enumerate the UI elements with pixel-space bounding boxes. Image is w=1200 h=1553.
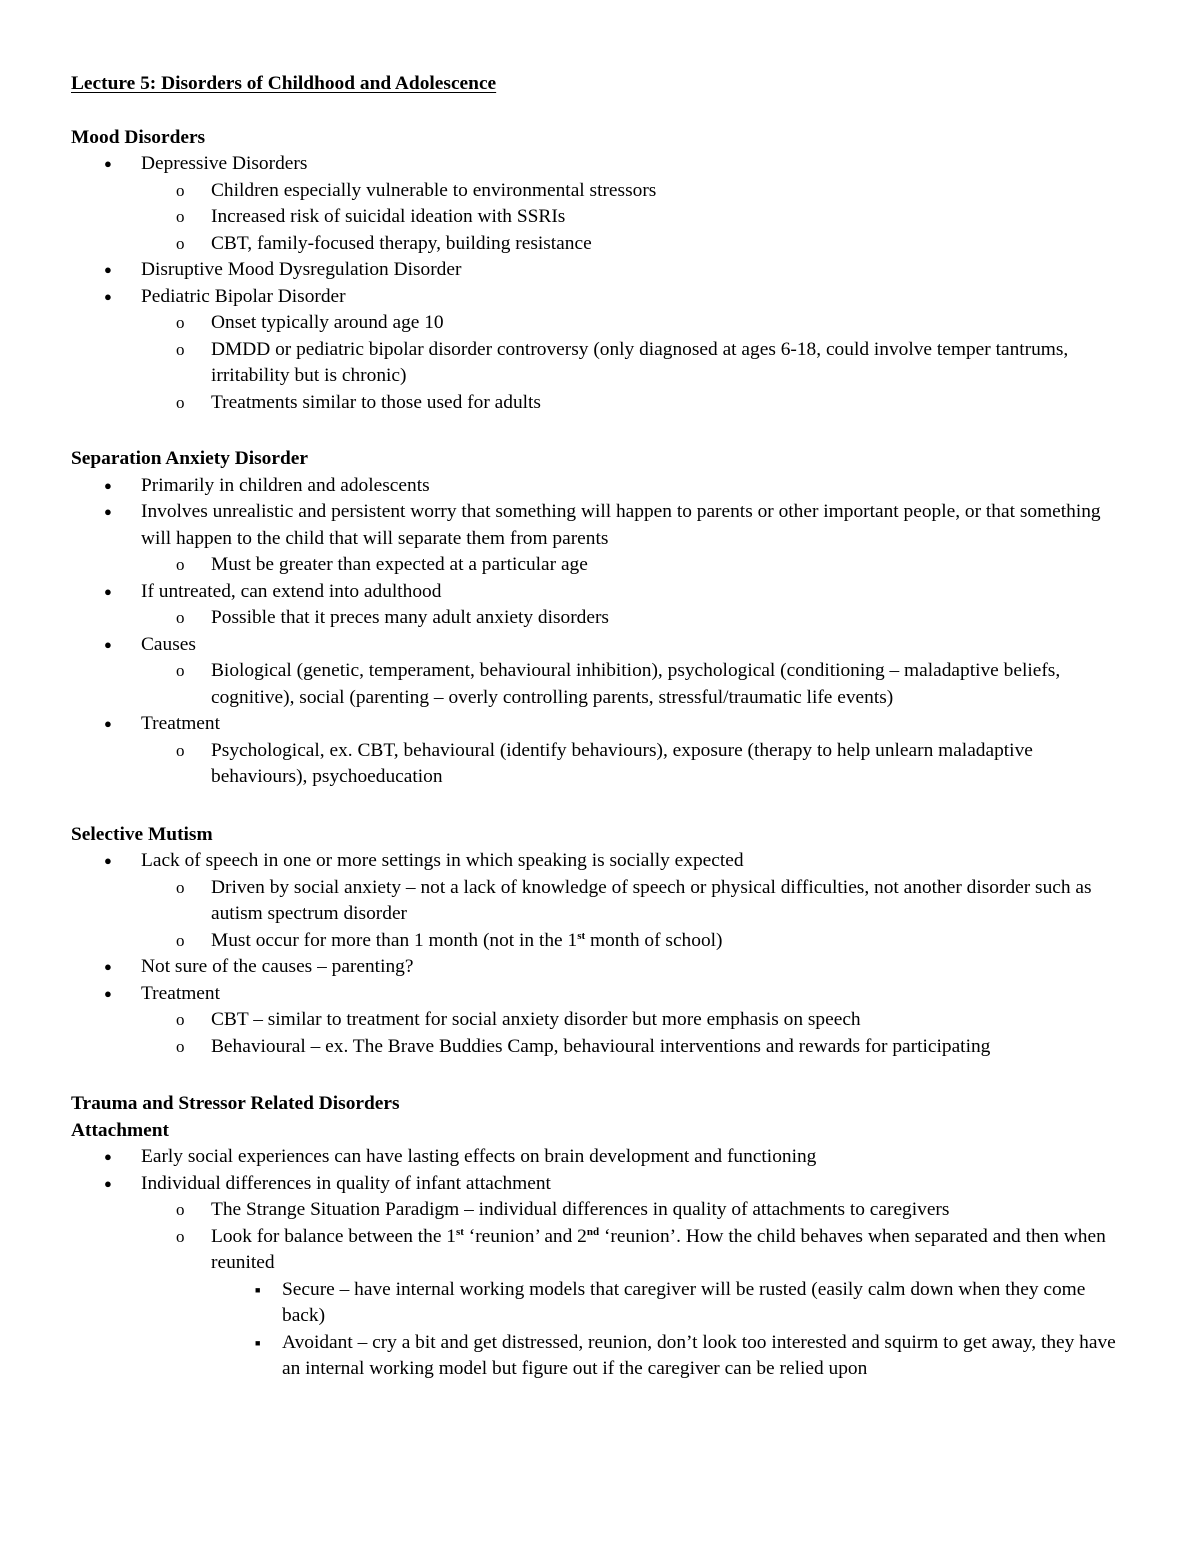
list-item: o CBT – similar to treatment for social anxiety disorder but more emphasis on speech: [71, 1007, 1131, 1034]
section-heading-trauma: Trauma and Stressor Related Disorders: [71, 1093, 400, 1114]
list-item: ● Disruptive Mood Dysregulation Disorder: [71, 257, 1131, 284]
list-item: ● Pediatric Bipolar Disorder: [71, 284, 1131, 311]
list-item: ● Individual differences in quality of infant attachment: [71, 1171, 1131, 1198]
list-item: ● Lack of speech in one or more settings in which speaking is socially expected: [71, 848, 1131, 875]
document-body: [71, 71, 1131, 1383]
mutism-list: [71, 848, 1131, 1060]
bullet-marker: ●: [104, 262, 112, 277]
bullet-marker: ●: [104, 716, 112, 731]
bullet-marker: ●: [104, 583, 112, 599]
square-marker: ■: [255, 1284, 261, 1295]
circle-marker: o: [176, 1200, 185, 1219]
subheading-attachment: Attachment: [71, 1119, 170, 1141]
separation-list: [71, 473, 1131, 791]
circle-marker: o: [176, 877, 185, 897]
bullet-marker: ●: [104, 959, 112, 974]
page-title: Lecture 5: Disorders of Childhood and Adolescence: [71, 73, 497, 94]
section-heading-mutism: Selective Mutism: [71, 823, 213, 845]
list-item: o The Strange Situation Paradigm – individual differences in quality of attachments to caregivers: [71, 1197, 1131, 1224]
list-item: ■ Avoidant – cry a bit and get distressed, reunion, don’t look too interested and squirm to get away, they have an internal working model but figure out if the caregiver can be relied upon: [255, 1331, 1116, 1379]
list-item: ■ Secure – have internal working models that caregiver will be rusted (easily calm down when they come back): [255, 1278, 1086, 1326]
circle-marker: o: [176, 930, 185, 950]
list-item: ● Treatment: [71, 981, 1131, 1008]
circle-marker: o: [176, 1036, 185, 1056]
list-item: o Increased risk of suicidal ideation with SSRIs: [71, 204, 1131, 231]
circle-marker: o: [176, 1226, 185, 1246]
circle-marker: o: [176, 740, 185, 760]
bullet-marker: ●: [104, 1175, 112, 1191]
list-item: o Possible that it preces many adult anxiety disorders: [71, 605, 1131, 632]
list-item: ● If untreated, can extend into adulthood: [71, 579, 1131, 606]
list-item: ● Depressive Disorders: [71, 151, 1131, 178]
list-item: o Behavioural – ex. The Brave Buddies Camp, behavioural interventions and rewards for participating: [71, 1034, 1131, 1061]
list-item: o Treatments similar to those used for adults: [71, 390, 1131, 417]
bullet-marker: ●: [104, 288, 112, 304]
bullet-marker: ●: [104, 477, 112, 493]
list-item: o Onset typically around age 10: [71, 310, 1131, 337]
section-heading-mood: Mood Disorders: [71, 126, 206, 148]
circle-marker: o: [176, 1010, 185, 1029]
list-item: o Must be greater than expected at a particular age: [71, 552, 1131, 579]
circle-marker: o: [176, 233, 185, 253]
bullet-marker: ●: [104, 853, 112, 868]
list-item: o CBT, family-focused therapy, building resistance: [71, 231, 1131, 258]
list-item: ● Treatment: [71, 711, 1131, 738]
list-item: ● Involves unrealistic and persistent worry that something will happen to parents or other important people, or that something will happen to the child that will separate them from parents: [104, 501, 1101, 549]
circle-marker: o: [176, 313, 185, 332]
bullet-marker: ●: [104, 636, 112, 652]
list-item: o Driven by social anxiety – not a lack of knowledge of speech or physical difficulties, not another disorder such as autism spectrum disorder: [176, 876, 1092, 924]
circle-marker: o: [176, 555, 185, 574]
list-item: o Biological (genetic, temperament, behavioural inhibition), psychological (conditioning – maladaptive beliefs, cognitive), social (parenting – overly controlling parents, stressful/traumatic life events): [176, 660, 1061, 708]
list-item: o Children especially vulnerable to environmental stressors: [71, 178, 1131, 205]
trauma-list: [71, 1144, 1131, 1383]
list-item: o DMDD or pediatric bipolar disorder controversy (only diagnosed at ages 6-18, could involve temper tantrums, irritability but is chronic): [176, 338, 1069, 386]
circle-marker: o: [176, 339, 185, 359]
list-item: o Must occur for more than 1 month (not in the 1st month of school): [71, 928, 1131, 955]
mood-list: [71, 151, 1131, 416]
square-marker: ■: [255, 1337, 261, 1348]
bullet-marker: ●: [104, 1149, 112, 1164]
list-item: o Look for balance between the 1st ‘reunion’ and 2nd ‘reunion’. How the child behaves when separated and then when reunited: [176, 1225, 1106, 1273]
list-item: ● Causes: [71, 632, 1131, 659]
bullet-marker: ●: [104, 156, 112, 171]
list-item: o Psychological, ex. CBT, behavioural (identify behaviours), exposure (therapy to help unlearn maladaptive behaviours), psychoeducation: [176, 739, 1033, 787]
list-item: ● Early social experiences can have lasting effects on brain development and functioning: [71, 1144, 1131, 1171]
bullet-marker: ●: [104, 504, 112, 519]
circle-marker: o: [176, 608, 185, 627]
circle-marker: o: [176, 392, 185, 412]
circle-marker: o: [176, 207, 185, 226]
bullet-marker: ●: [104, 985, 112, 1001]
section-heading-separation: Separation Anxiety Disorder: [71, 448, 308, 469]
list-item: ● Not sure of the causes – parenting?: [71, 954, 1131, 981]
circle-marker: o: [176, 180, 185, 200]
list-item: ● Primarily in children and adolescents: [71, 473, 1131, 500]
circle-marker: o: [176, 661, 185, 680]
